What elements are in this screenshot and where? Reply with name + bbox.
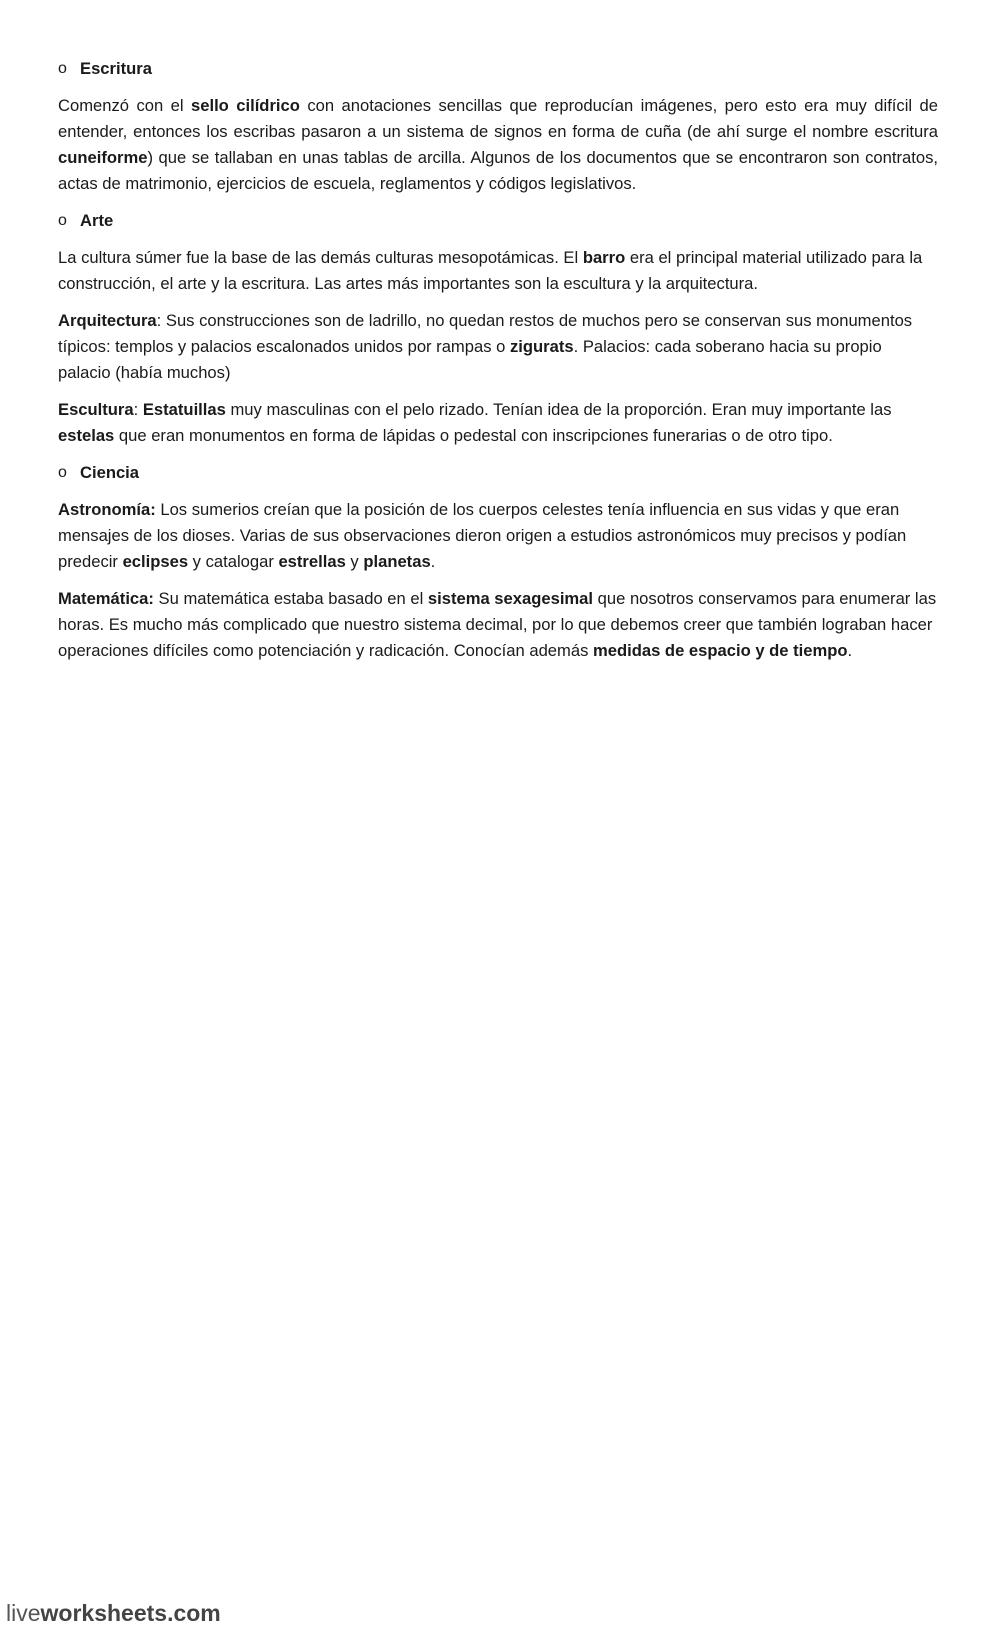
section-heading-escritura	[58, 56, 938, 82]
bold-term: zigurats	[509, 337, 574, 356]
bold-term: cuneiforme	[58, 148, 148, 167]
text-run: .	[847, 641, 853, 660]
text-run: ) que se tallaban en unas tablas de arcilla. Algunos de los documentos que se encontraron son contratos, actas de matrimonio, ejercicios de escuela, reglamentos y códigos legislativos.	[58, 148, 938, 193]
escultura-paragraph	[58, 397, 938, 449]
bold-term: Estatuillas	[142, 400, 226, 419]
arte-paragraph	[58, 245, 938, 297]
bullet-marker: o	[58, 212, 67, 229]
escritura-paragraph	[58, 93, 938, 197]
text-run: Comenzó con el	[58, 96, 191, 115]
bold-term: sistema sexagesimal	[427, 589, 594, 608]
bold-label: Astronomía:	[58, 500, 156, 519]
heading-text: Arte	[80, 211, 114, 230]
bullet-marker: o	[58, 60, 67, 77]
text-run: era el principal material utilizado para la construcción, el arte y la escritura. Las artes más importantes son la escultura y la arquitectura.	[58, 248, 923, 293]
text-run: y catalogar	[188, 552, 279, 571]
text-run: con anotaciones sencillas que reproducían imágenes, pero esto era muy difícil de entender, entonces los escribas pasaron a un sistema de signos en forma de cuña (de ahí surge el nombre escritura	[58, 96, 938, 141]
arquitectura-paragraph	[58, 308, 938, 386]
watermark-light: live	[6, 1600, 41, 1626]
bold-term: planetas	[363, 552, 431, 571]
section-heading-ciencia	[58, 460, 938, 486]
text-run: Su matemática estaba basado en el	[153, 589, 428, 608]
text-run: que nosotros conservamos para enumerar las horas. Es mucho más complicado que nuestro sistema decimal, por lo que debemos creer que también lograban hacer operaciones difíciles como potenciación y radicación. Conocían además	[58, 589, 937, 660]
bold-term: barro	[582, 248, 626, 267]
heading-text: Ciencia	[80, 463, 140, 482]
bold-term: eclipses	[122, 552, 189, 571]
bold-label: Matemática:	[58, 589, 154, 608]
heading-text: Escritura	[80, 59, 152, 78]
watermark-bold: worksheets.com	[40, 1600, 221, 1626]
bold-term: sello cilídrico	[191, 96, 300, 115]
matematica-paragraph	[58, 586, 938, 664]
document-page	[58, 56, 938, 675]
bold-label: Arquitectura	[58, 311, 157, 330]
text-run: que eran monumentos en forma de lápidas o pedestal con inscripciones funerarias o de otro tipo.	[114, 426, 833, 445]
text-run: muy masculinas con el pelo rizado. Tenían idea de la proporción. Eran muy importante las	[225, 400, 892, 419]
text-run: :	[133, 400, 143, 419]
section-heading-arte	[58, 208, 938, 234]
bold-term: medidas de espacio y de tiempo	[593, 641, 848, 660]
liveworksheets-watermark	[6, 1600, 221, 1627]
bold-term: estelas	[58, 426, 115, 445]
bold-term: estrellas	[278, 552, 346, 571]
text-run: La cultura súmer fue la base de las demás culturas mesopotámicas. El	[58, 248, 583, 267]
text-run: y	[345, 552, 364, 571]
text-run: .	[430, 552, 436, 571]
astronomia-paragraph	[58, 497, 938, 575]
text-run: Los sumerios creían que la posición de los cuerpos celestes tenía influencia en sus vidas y que eran mensajes de los dioses. Varias de sus observaciones dieron origen a estudios astronómicos muy precisos y podían predecir	[58, 500, 907, 571]
text-run: : Sus construcciones son de ladrillo, no quedan restos de muchos pero se conservan sus monumentos típicos: templos y palacios escalonados unidos por rampas o	[58, 311, 913, 356]
bullet-marker: o	[58, 464, 67, 481]
text-run: . Palacios: cada soberano hacia su propio palacio (había muchos)	[58, 337, 882, 382]
bold-label: Escultura	[58, 400, 134, 419]
